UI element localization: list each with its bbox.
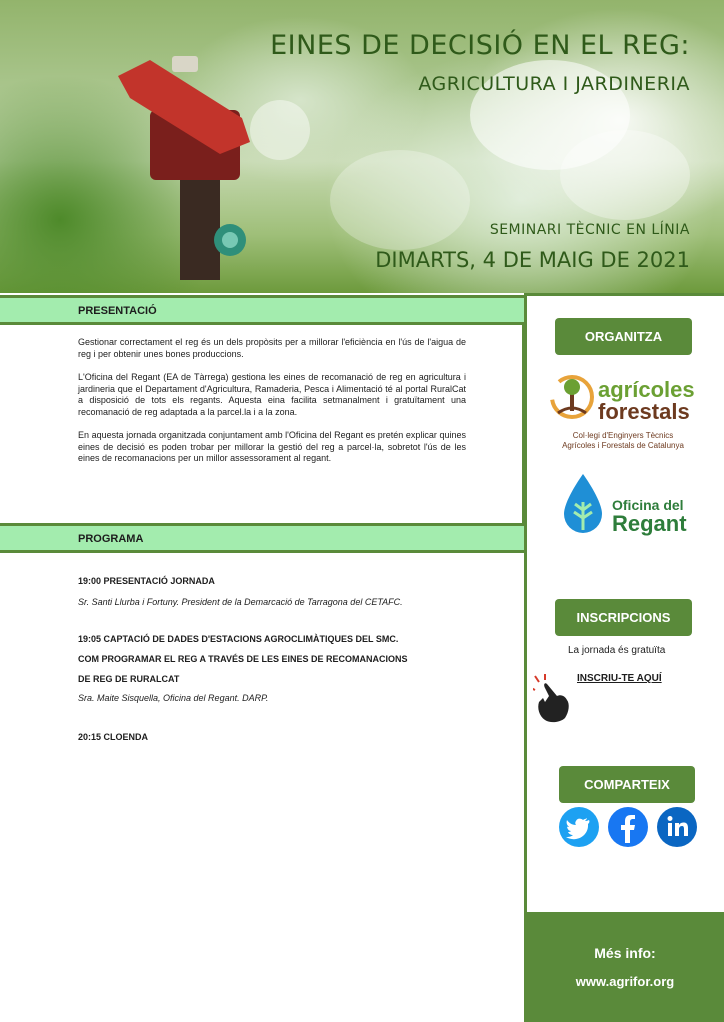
programa-header (0, 523, 524, 553)
inscripcions-badge: INSCRIPCIONS (555, 599, 692, 636)
linkedin-icon[interactable] (657, 807, 697, 847)
logo-subtitle (548, 431, 698, 451)
tree-icon (548, 373, 596, 423)
hero-banner (0, 0, 724, 293)
program-item-title: 20:15 CLOENDA (78, 732, 149, 742)
regant-word-regant: Regant (612, 511, 687, 536)
register-link[interactable]: INSCRIU-TE AQUÍ (577, 673, 662, 684)
logo-word-agricoles: agrícoles (598, 377, 695, 402)
presentacio-heading: PRESENTACIÓ (78, 305, 157, 317)
event-date: DIMARTS, 4 DE MAIG DE 2021 (375, 248, 690, 272)
twitter-icon[interactable] (559, 807, 599, 847)
program-item-speaker: Sr. Santi Llurba i Fortuny. President de la Demarcació de Tarragona del CETAFC. (78, 597, 403, 607)
event-title (270, 30, 690, 95)
logo-subtitle-line1: Col·legi d'Enginyers Tècnics (572, 431, 674, 440)
oficina-regant-logo[interactable] (560, 470, 700, 540)
program-item-title: DE REG DE RURALCAT (78, 674, 180, 684)
logo-subtitle-line2: Agrícoles i Forestals de Catalunya (562, 441, 684, 450)
event-title-line1: EINES DE DECISIÓ EN EL REG: (270, 30, 690, 61)
pointing-hand-icon (533, 674, 571, 724)
footer-info (526, 912, 724, 1022)
sprinkler-image (110, 50, 290, 290)
event-date-block (375, 222, 690, 272)
logo-word-forestals: forestals (598, 399, 690, 424)
program-item-speaker: Sra. Maite Sisquella, Oficina del Regant. DARP. (78, 693, 269, 703)
free-event-text: La jornada és gratuïta (568, 645, 666, 656)
program-item-title: 19:05 CAPTACIÓ DE DADES D'ESTACIONS AGROCLIMÀTIQUES DEL SMC. (78, 634, 399, 644)
program-item-title: COM PROGRAMAR EL REG A TRAVÉS DE LES EINES DE RECOMANACIONS (78, 654, 408, 664)
event-title-line2: AGRICULTURA I JARDINERIA (418, 73, 690, 95)
more-info-label: Més info: (594, 945, 656, 961)
presentacio-text (78, 337, 466, 477)
comparteix-badge: COMPARTEIX (559, 766, 695, 803)
water-drop-icon (560, 472, 606, 538)
presentacio-header (0, 295, 524, 325)
facebook-icon[interactable] (608, 807, 648, 847)
programa-heading: PROGRAMA (78, 533, 144, 545)
website-link[interactable]: www.agrifor.org (575, 974, 675, 989)
event-format: SEMINARI TÈCNIC EN LÍNIA (489, 222, 690, 238)
regant-word-oficina: Oficina del (612, 497, 684, 513)
presentacio-paragraph: L'Oficina del Regant (EA de Tàrrega) gestiona les eines de recomanació de reg en agricultura i jardineria que el Departament d'Agricultura, Ramaderia, Pesca i Alimentació té al portal RuralCat a disposició de tots els regants. Aquesta eina facilita setmanalment i gratuïtament una recomanació de reg adaptada a la parcel.la i a la zona. (78, 372, 466, 417)
presentacio-paragraph: En aquesta jornada organitzada conjuntament amb l'Oficina del Regant es pretén explicar quines eines de decisió es poden trobar per millorar la gestió del reg a parcel·la, sobretot l'ús de les eines de recomanacions per un millor assessorament al regant. (78, 430, 466, 463)
presentacio-paragraph: Gestionar correctament el reg és un dels propòsits per a millorar l'eficiència en l'ús de l'aigua de reg i per obtenir unes bones produccions. (78, 337, 466, 359)
agricoles-forestals-logo[interactable] (548, 373, 698, 457)
program-item-title: 19:00 PRESENTACIÓ JORNADA (78, 576, 215, 586)
organitza-badge: ORGANITZA (555, 318, 692, 355)
